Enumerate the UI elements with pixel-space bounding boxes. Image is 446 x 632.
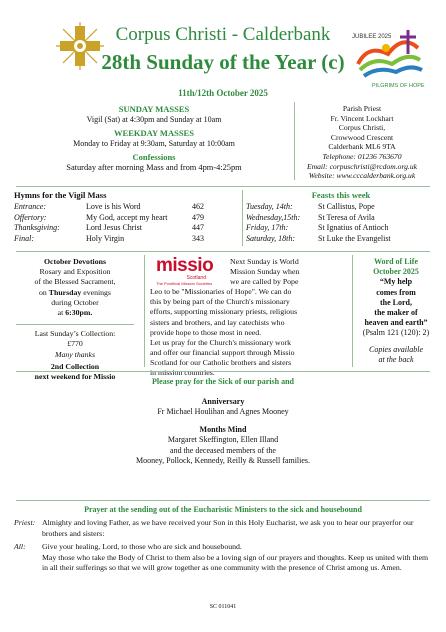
copies-note: at the back (378, 354, 414, 364)
second-collection-heading: 2nd Collection (50, 361, 100, 371)
collection-label: Last Sunday’s Collection: (34, 329, 116, 339)
word-of-life-month: October 2025 (373, 267, 419, 277)
priest-prayer (14, 518, 432, 539)
missio-notice (150, 257, 350, 378)
anniversary-names: Fr Michael Houlihan and Agnes Mooney (157, 407, 289, 416)
missio-text-line: provide hope to those most in need. (150, 327, 262, 337)
jubilee-year-text: JUBILEE 2025 (352, 34, 392, 40)
hymn-title: Love is his Word (86, 201, 141, 211)
weekday-masses-text: Monday to Friday at 9:30am, Saturday at 10:00am (73, 138, 235, 148)
devotions-text: Rosary and Exposition (39, 267, 111, 277)
weekday-masses-heading: WEEKDAY MASSES (114, 128, 194, 138)
scripture-reference: (Psalm 121 (120): 2) (362, 328, 430, 338)
hymn-number: 343 (192, 234, 204, 244)
website-link[interactable]: Website: www.cccalderbank.org.uk (308, 171, 416, 181)
hymns-heading: Hymns for the Vigil Mass (14, 190, 107, 200)
prayer-text: Give your healing, Lord, to those who are sick and housebound. (42, 542, 242, 552)
address-line: Corpus Christi, (338, 123, 386, 133)
thanks-text: Many thanks (54, 349, 96, 359)
feast-row (246, 213, 436, 224)
priest-name: Fr. Vincent Lockhart (330, 113, 394, 123)
devotions-heading: October Devotions (43, 257, 106, 266)
feast-saint: St Teresa of Avila (318, 212, 375, 222)
word-of-life (356, 257, 436, 365)
hymn-part: Final: (14, 234, 34, 244)
hymn-title: My God, accept my heart (86, 212, 168, 222)
missio-text-line: this by being part of the Church's missionary (150, 297, 290, 307)
devotions-time: at 6:30pm. (57, 308, 93, 318)
months-mind-names: Margaret Skeffington, Ellen Illand (167, 435, 279, 444)
feast-row (246, 234, 436, 245)
hymns-section (14, 190, 239, 245)
divider (16, 186, 430, 187)
months-mind-names: Mooney, Pollock, Kennedy, Reilly & Russell families. (135, 456, 311, 465)
hymn-title: Lord Jesus Christ (86, 223, 142, 233)
feast-saint: St Ignatius of Antioch (318, 223, 389, 233)
divider (16, 371, 430, 372)
hymn-part: Thanksgiving: (14, 223, 60, 233)
speaker-label: All: (14, 542, 26, 552)
devotions-text: during October (51, 297, 99, 307)
quote-line: “My help (379, 277, 413, 287)
sick-heading: Please pray for the Sick of our parish and (152, 377, 294, 386)
weekend-dates: 11th/12th October 2025 (178, 88, 268, 98)
hymn-number: 462 (192, 201, 204, 211)
all-response (14, 542, 432, 573)
divider (16, 251, 430, 252)
sunday-masses-heading: SUNDAY MASSES (118, 104, 190, 114)
confessions-text: Saturday after morning Mass and from 4pm-4:25pm (66, 162, 242, 172)
devotions-text: on Thursday evenings (39, 287, 111, 297)
october-devotions (12, 257, 138, 382)
hymn-number: 447 (192, 223, 204, 233)
priest-role: Parish Priest (342, 104, 382, 113)
missio-text-line: Leo to be "Missionaries of Hope". We can do (150, 287, 292, 297)
divider (242, 190, 243, 246)
prayer-text: May those who take the Body of Christ to them also be a loving sign of our prayers and thoughts. Keep us united with them in all their sufferings so that we will grow together as one community with the presence of Christ among us. Amen. (42, 552, 429, 573)
charity-number: SC 011041 (209, 604, 237, 610)
feast-day: Wednesday,15th: (246, 212, 301, 222)
sunday-title: 28th Sunday of the Year (c) (101, 50, 345, 74)
parish-name: Corpus Christi - Calderbank (115, 24, 331, 45)
missio-text-line: Next Sunday is World (230, 257, 299, 266)
divider (16, 500, 430, 501)
hymn-number: 479 (192, 212, 204, 222)
telephone: Telephone: 01236 763670 (322, 151, 402, 161)
divider (16, 324, 134, 325)
feast-day: Saturday, 18th: (246, 234, 296, 244)
feast-saint: St Callistus, Pope (318, 201, 375, 211)
prayer-heading: Prayer at the sending out of the Eucharistic Ministers to the sick and housebound (84, 505, 362, 514)
second-collection-text: next weekend for Missio (34, 372, 116, 382)
hymn-row (14, 213, 239, 224)
speaker-label: Priest: (14, 518, 36, 528)
missio-text-line: Scotland for our Catholic brothers and sisters (150, 357, 292, 367)
missio-text-line: Mission Sunday when (230, 267, 300, 277)
quote-line: comes from (376, 287, 416, 297)
prayer-intentions (0, 376, 446, 467)
jubilee-motto-text: PILGRIMS OF HOPE (372, 83, 425, 89)
parish-priest-contact (288, 104, 436, 181)
hymn-row (14, 202, 239, 213)
collection-amount: £770 (67, 339, 83, 349)
copies-note: Copies available (369, 344, 423, 354)
confessions-heading: Confessions (132, 152, 176, 162)
sunday-masses-text: Vigil (Sat) at 4:30pm and Sunday at 10am (86, 114, 222, 124)
months-mind-names: and the deceased members of the (170, 445, 276, 455)
missio-logo: missio Scotland The Pontifical Mission Societies (156, 255, 214, 286)
prayer-text: Almighty and loving Father, as we have received your Son in this Holy Eucharist, we ask you to hear our prayerfor our brothers and sisters: (42, 518, 414, 538)
hymn-row (14, 223, 239, 234)
missio-text-line: and offer our financial support through Missio (150, 347, 295, 357)
hymn-part: Entrance: (14, 201, 46, 211)
missio-text-line: efforts, supporting missionary priests, religious (150, 307, 298, 317)
feast-day: Tuesday, 14th: (246, 201, 293, 211)
feasts-heading: Feasts this week (311, 190, 371, 200)
hymn-row (14, 234, 239, 245)
hymn-part: Offertory: (14, 212, 47, 222)
feast-day: Friday, 17th: (246, 223, 289, 233)
eucharistic-ministers-prayer (14, 505, 432, 576)
missio-text-line: we are called by Pope (230, 277, 299, 287)
email-link[interactable]: Email: corpuschristi@rcdom.org.uk (307, 161, 417, 171)
quote-line: heaven and earth” (364, 318, 428, 328)
address-line: Crowwood Crescent (330, 132, 394, 142)
divider (352, 255, 353, 367)
feasts-section (246, 190, 436, 245)
feast-row (246, 202, 436, 213)
feast-saint: St Luke the Evangelist (318, 234, 391, 244)
anniversary-heading: Anniversary (201, 396, 245, 406)
quote-line: the maker of (374, 308, 418, 318)
months-mind-heading: Months Mind (199, 424, 247, 434)
quote-line: the Lord, (380, 297, 412, 307)
devotions-text: of the Blessed Sacrament, (34, 277, 116, 287)
missio-text-line: sisters and brothers, and lay catechists who (150, 317, 285, 327)
missio-text-line: in mission countries. (150, 368, 215, 378)
mass-times (14, 104, 294, 173)
word-of-life-heading: Word of Life (374, 257, 418, 266)
missio-text-line: Let us pray for the Church's missionary work (150, 337, 292, 347)
feast-row (246, 223, 436, 234)
address-line: Calderbank ML6 9TA (328, 142, 396, 152)
divider (144, 255, 145, 367)
hymn-title: Holy Virgin (86, 234, 125, 244)
